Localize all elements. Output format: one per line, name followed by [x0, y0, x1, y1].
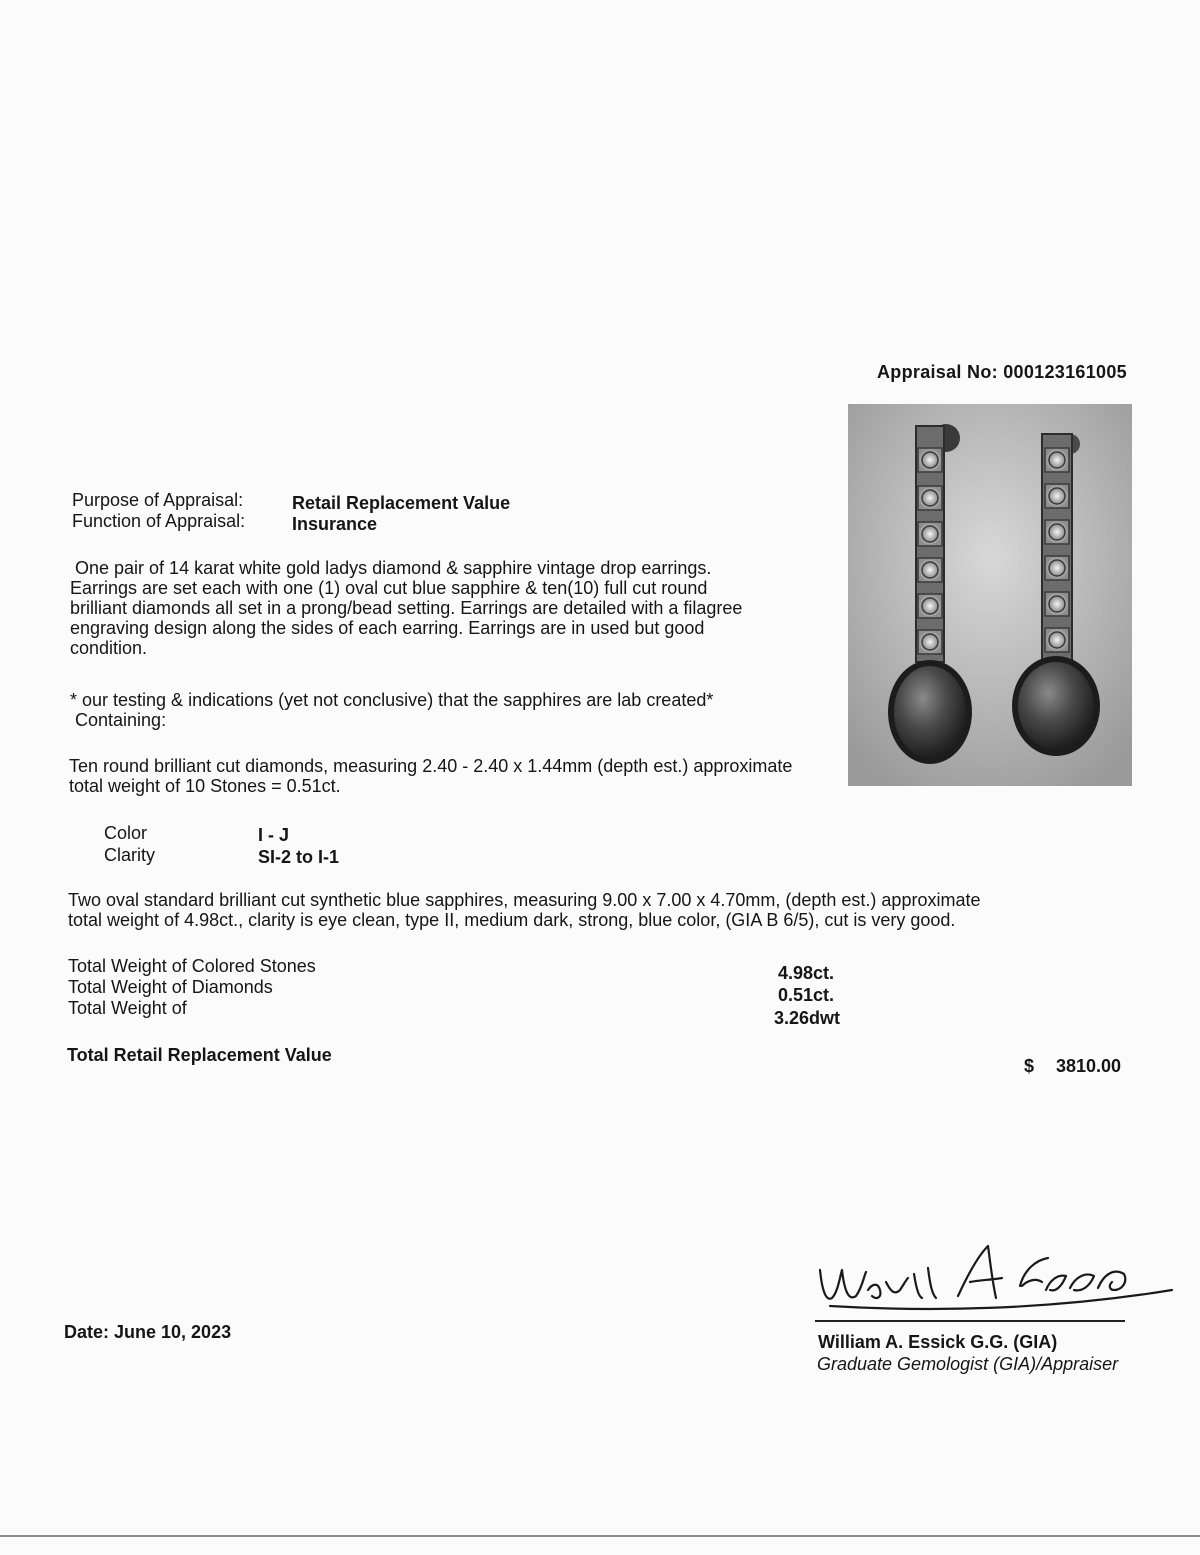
description-paragraph [70, 558, 742, 658]
sapphires-line: Two oval standard brilliant cut synthetic blue sapphires, measuring 9.00 x 7.00 x 4.70mm, (depth est.) approximate [68, 890, 981, 910]
clarity-value: SI-2 to I-1 [258, 847, 340, 867]
color-value: I - J [258, 825, 290, 845]
diamonds-weight-value: 0.51ct. [778, 985, 835, 1005]
note-line: Containing: [70, 710, 167, 730]
signature-image [810, 1240, 1180, 1320]
appraisal-number: Appraisal No: 000123161005 [877, 362, 1127, 382]
description-line: condition. [70, 638, 148, 658]
appraiser-name: William A. Essick G.G. (GIA) [818, 1332, 1058, 1352]
lab-created-note [70, 690, 713, 730]
appraisal-date: Date: June 10, 2023 [64, 1322, 232, 1342]
total-weight-label: Total Weight of [68, 998, 187, 1018]
total-weight-value: 3.26dwt [774, 1008, 841, 1028]
colored-stones-label: Total Weight of Colored Stones [68, 956, 316, 976]
diamonds-description [69, 756, 792, 796]
diamonds-line: Ten round brilliant cut diamonds, measuring 2.40 - 2.40 x 1.44mm (depth est.) approximate [69, 756, 793, 776]
earrings-illustration [848, 404, 1132, 786]
purpose-label: Purpose of Appraisal: [72, 490, 244, 510]
purpose-value: Retail Replacement Value [292, 493, 511, 513]
appraiser-title: Graduate Gemologist (GIA)/Appraiser [817, 1354, 1119, 1374]
diamonds-line: total weight of 10 Stones = 0.51ct. [69, 776, 341, 796]
function-label: Function of Appraisal: [72, 511, 246, 531]
description-line: One pair of 14 karat white gold ladys diamond & sapphire vintage drop earrings. [70, 558, 712, 578]
description-line: Earrings are set each with one (1) oval cut blue sapphire & ten(10) full cut round [70, 578, 708, 598]
colored-stones-value: 4.98ct. [778, 963, 835, 983]
sapphires-description [68, 890, 980, 930]
earrings-photo [848, 404, 1132, 786]
signature-line [815, 1320, 1125, 1322]
note-line: * our testing & indications (yet not conclusive) that the sapphires are lab created* [70, 690, 714, 710]
retail-value-amount: 3810.00 [1056, 1056, 1122, 1076]
clarity-label: Clarity [104, 845, 156, 865]
description-line: brilliant diamonds all set in a prong/bead setting. Earrings are detailed with a filagree [70, 598, 743, 618]
currency-symbol: $ [1024, 1056, 1035, 1076]
sapphires-line: total weight of 4.98ct., clarity is eye clean, type II, medium dark, strong, blue color, (GIA B 6/5), cut is very good. [68, 910, 956, 930]
color-label: Color [104, 823, 148, 843]
retail-value-label: Total Retail Replacement Value [67, 1045, 332, 1065]
function-value: Insurance [292, 514, 378, 534]
page-bottom-edge [0, 1535, 1200, 1537]
description-line: engraving design along the sides of each earring. Earrings are in used but good [70, 618, 705, 638]
diamonds-weight-label: Total Weight of Diamonds [68, 977, 273, 997]
